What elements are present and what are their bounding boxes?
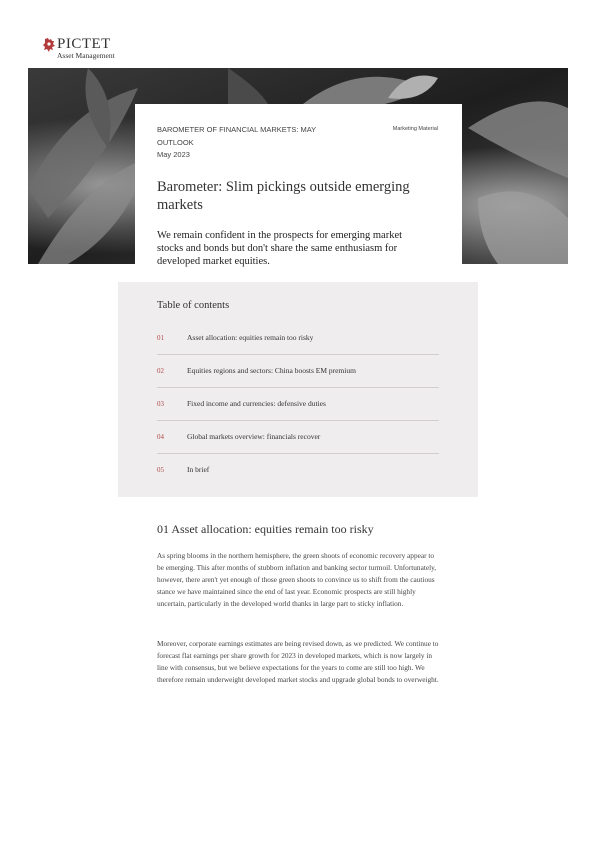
toc-link[interactable]: Asset allocation: equities remain too risky	[187, 333, 314, 342]
toc-link[interactable]: Fixed income and currencies: defensive duties	[187, 399, 326, 408]
toc-number: 03	[157, 400, 164, 408]
publication-kicker	[157, 124, 337, 162]
brand-subtitle: Asset Management	[57, 51, 115, 60]
toc-item-global-markets[interactable]	[157, 421, 439, 454]
toc-number: 02	[157, 367, 164, 375]
section-title: 01 Asset allocation: equities remain too risky	[157, 522, 374, 536]
page-title: Barometer: Slim pickings outside emerging markets	[157, 179, 410, 213]
lede-paragraph: We remain confident in the prospects for emerging market stocks and bonds but don't share the same enthusiasm for developed market equities.	[157, 230, 403, 267]
toc-heading: Table of contents	[157, 300, 230, 311]
toc-item-equities-regions[interactable]	[157, 355, 439, 388]
toc-number: 05	[157, 466, 164, 474]
toc-item-fixed-income[interactable]	[157, 388, 439, 421]
toc-link[interactable]: In brief	[187, 465, 210, 474]
body-paragraph: As spring blooms in the northern hemisphere, the green shoots of economic recovery appear to be emerging. This after months of stubborn inflation and banking sector turmoil. Unfortunately, however, there aren't yet enough of those green shoots to convince us to shift from the cautious stance we have maintained since the end of last year. Economic prospects are still highly uncertain, particularly in the developed world thanks in large part to sticky inflation.	[157, 551, 437, 608]
body-paragraph: Moreover, corporate earnings estimates are being revised down, as we predicted. We continue to forecast flat earnings per share growth for 2023 in developed markets, which is now largely in line with consensus, but we believe expectations for the years to come are still too high. We therefore remain underweight developed market stocks and upgrade global bonds to overweight.	[157, 639, 439, 684]
toc-item-in-brief[interactable]	[157, 454, 439, 486]
title-card	[135, 104, 462, 266]
toc-list	[157, 322, 439, 486]
toc-number: 04	[157, 433, 164, 441]
griffin-crest-icon	[42, 37, 56, 53]
toc-link[interactable]: Global markets overview: financials recover	[187, 432, 321, 441]
brand-name: PICTET	[57, 36, 111, 52]
publication-date: May 2023	[157, 150, 190, 159]
table-of-contents	[118, 282, 478, 497]
kicker-title: BAROMETER OF FINANCIAL MARKETS: MAY OUTLOOK	[157, 125, 317, 147]
toc-item-asset-allocation[interactable]	[157, 322, 439, 355]
toc-link[interactable]: Equities regions and sectors: China boosts EM premium	[187, 366, 356, 375]
toc-number: 01	[157, 334, 164, 342]
marketing-material-label: Marketing Material	[392, 126, 438, 132]
